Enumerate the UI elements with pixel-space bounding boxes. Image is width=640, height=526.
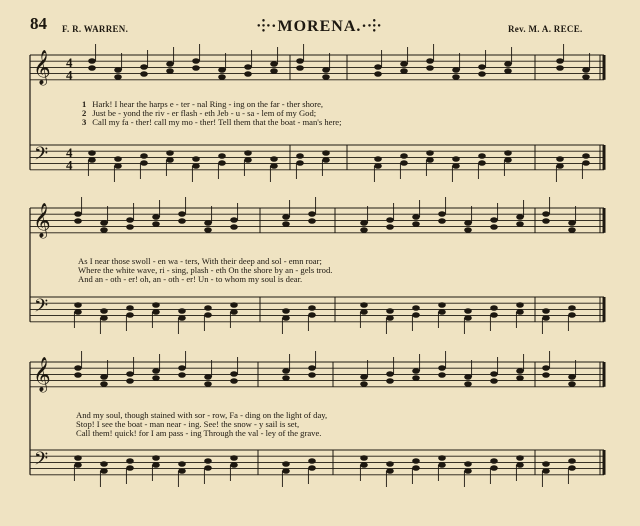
note-head xyxy=(152,221,160,227)
verse-line: And my soul, though stained with sor - row, Fa - ding on the light of day, xyxy=(76,410,328,420)
note-head xyxy=(478,71,486,77)
note-head xyxy=(270,68,278,74)
note-head xyxy=(114,156,122,162)
note-head xyxy=(386,217,394,223)
note-head xyxy=(386,461,394,467)
note-head xyxy=(542,315,550,321)
note-head xyxy=(516,462,524,468)
verse-number: 3 xyxy=(82,117,87,127)
note-head xyxy=(218,160,226,166)
note-head xyxy=(308,365,316,371)
note-head xyxy=(438,302,446,308)
note-head xyxy=(386,378,394,384)
note-head xyxy=(192,163,200,169)
note-head xyxy=(490,465,498,471)
note-head xyxy=(74,372,82,378)
note-head xyxy=(542,461,550,467)
note-head xyxy=(100,374,108,380)
note-head xyxy=(126,378,134,384)
note-head xyxy=(218,153,226,159)
note-head xyxy=(126,465,134,471)
note-head xyxy=(166,61,174,67)
note-head xyxy=(438,462,446,468)
note-head xyxy=(464,461,472,467)
note-head xyxy=(568,227,576,233)
note-head xyxy=(400,68,408,74)
note-head xyxy=(516,221,524,227)
bass-clef-icon: 𝄢 xyxy=(34,144,49,169)
note-head xyxy=(582,74,590,80)
note-head xyxy=(516,214,524,220)
note-head xyxy=(166,157,174,163)
note-head xyxy=(204,220,212,226)
bass-clef-icon: 𝄢 xyxy=(34,449,49,474)
note-head xyxy=(140,160,148,166)
verse-text: Hark! I hear the harps e - ter - nal Ring - ing on the far - ther shore, xyxy=(92,99,324,109)
note-head xyxy=(166,150,174,156)
note-head xyxy=(308,305,316,311)
note-head xyxy=(152,375,160,381)
note-head xyxy=(490,312,498,318)
note-head xyxy=(74,365,82,371)
note-head xyxy=(582,153,590,159)
note-head xyxy=(192,65,200,71)
note-head xyxy=(568,458,576,464)
note-head xyxy=(360,302,368,308)
note-head xyxy=(282,221,290,227)
note-head xyxy=(152,455,160,461)
note-head xyxy=(452,163,460,169)
note-head xyxy=(296,153,304,159)
note-head xyxy=(426,58,434,64)
note-head xyxy=(556,58,564,64)
note-head xyxy=(152,462,160,468)
note-head xyxy=(178,365,186,371)
note-head xyxy=(100,381,108,387)
note-head xyxy=(568,381,576,387)
note-head xyxy=(308,312,316,318)
note-head xyxy=(230,462,238,468)
note-head xyxy=(308,218,316,224)
bass-clef-icon: 𝄢 xyxy=(34,296,49,321)
note-head xyxy=(412,375,420,381)
note-head xyxy=(426,65,434,71)
note-head xyxy=(412,221,420,227)
note-head xyxy=(88,150,96,156)
note-head xyxy=(412,458,420,464)
note-head xyxy=(504,157,512,163)
note-head xyxy=(308,372,316,378)
note-head xyxy=(516,302,524,308)
note-head xyxy=(374,156,382,162)
verse-line: Stop! I see the boat - man near - ing. See! the snow - y sail is set, xyxy=(76,419,300,429)
note-head xyxy=(230,378,238,384)
note-head xyxy=(140,153,148,159)
note-head xyxy=(230,217,238,223)
note-head xyxy=(360,374,368,380)
note-head xyxy=(516,368,524,374)
note-head xyxy=(308,211,316,217)
note-head xyxy=(556,65,564,71)
title-text: MORENA. xyxy=(277,18,362,35)
note-head xyxy=(542,372,550,378)
note-head xyxy=(542,308,550,314)
note-head xyxy=(386,371,394,377)
note-head xyxy=(74,302,82,308)
note-head xyxy=(74,218,82,224)
note-head xyxy=(178,211,186,217)
note-head xyxy=(296,160,304,166)
note-head xyxy=(412,465,420,471)
treble-clef-icon: 𝄞 xyxy=(33,357,51,392)
note-head xyxy=(426,150,434,156)
note-head xyxy=(516,375,524,381)
time-signature-bottom: 4 xyxy=(66,67,73,83)
note-head xyxy=(74,309,82,315)
verse-number: 1 xyxy=(82,99,87,109)
composer-credit: F. R. WARREN. xyxy=(62,24,129,34)
note-head xyxy=(322,67,330,73)
note-head xyxy=(360,309,368,315)
note-head xyxy=(568,305,576,311)
note-head xyxy=(126,305,134,311)
note-head xyxy=(556,156,564,162)
note-head xyxy=(582,67,590,73)
note-head xyxy=(126,371,134,377)
note-head xyxy=(464,308,472,314)
note-head xyxy=(412,368,420,374)
note-head xyxy=(100,308,108,314)
note-head xyxy=(386,224,394,230)
note-head xyxy=(516,309,524,315)
note-head xyxy=(542,468,550,474)
note-head xyxy=(322,157,330,163)
note-head xyxy=(360,227,368,233)
note-head xyxy=(152,214,160,220)
note-head xyxy=(386,308,394,314)
note-head xyxy=(204,305,212,311)
verse-line: And an - oth - er! oh, an - oth - er! Un - to whom my soul is dear. xyxy=(78,274,303,284)
note-head xyxy=(400,153,408,159)
note-head xyxy=(282,308,290,314)
note-head xyxy=(282,375,290,381)
note-head xyxy=(438,455,446,461)
note-head xyxy=(244,150,252,156)
note-head xyxy=(100,227,108,233)
note-head xyxy=(296,65,304,71)
note-head xyxy=(204,465,212,471)
note-head xyxy=(282,368,290,374)
note-head xyxy=(360,462,368,468)
verse-number: 2 xyxy=(82,108,87,118)
time-signature-top: 4 xyxy=(66,55,73,70)
note-head xyxy=(504,61,512,67)
note-head xyxy=(178,308,186,314)
note-head xyxy=(126,224,134,230)
note-head xyxy=(308,465,316,471)
note-head xyxy=(452,67,460,73)
note-head xyxy=(152,302,160,308)
note-head xyxy=(100,315,108,321)
note-head xyxy=(490,371,498,377)
note-head xyxy=(452,74,460,80)
note-head xyxy=(88,65,96,71)
note-head xyxy=(192,58,200,64)
note-head xyxy=(282,461,290,467)
note-head xyxy=(100,220,108,226)
note-head xyxy=(464,381,472,387)
note-head xyxy=(178,468,186,474)
note-head xyxy=(140,71,148,77)
note-head xyxy=(542,211,550,217)
note-head xyxy=(166,68,174,74)
treble-clef-icon: 𝄞 xyxy=(33,203,51,238)
note-head xyxy=(556,163,564,169)
note-head xyxy=(74,211,82,217)
note-head xyxy=(426,157,434,163)
treble-clef-icon: 𝄞 xyxy=(33,50,51,85)
note-head xyxy=(308,458,316,464)
note-head xyxy=(74,462,82,468)
note-head xyxy=(178,372,186,378)
note-head xyxy=(100,461,108,467)
note-head xyxy=(230,309,238,315)
note-head xyxy=(230,371,238,377)
note-head xyxy=(400,160,408,166)
note-head xyxy=(568,312,576,318)
note-head xyxy=(152,309,160,315)
note-head xyxy=(568,465,576,471)
page-number: 84 xyxy=(30,14,47,33)
note-head xyxy=(400,61,408,67)
note-head xyxy=(490,378,498,384)
note-head xyxy=(88,157,96,163)
note-head xyxy=(374,71,382,77)
note-head xyxy=(360,220,368,226)
note-head xyxy=(478,153,486,159)
note-head xyxy=(230,224,238,230)
note-head xyxy=(386,315,394,321)
note-head xyxy=(218,74,226,80)
note-head xyxy=(452,156,460,162)
note-head xyxy=(374,64,382,70)
note-head xyxy=(204,381,212,387)
note-head xyxy=(218,67,226,73)
note-head xyxy=(140,64,148,70)
note-head xyxy=(582,160,590,166)
note-head xyxy=(270,163,278,169)
verse-line: As I near those swoll - en wa - ters, With their deep and sol - emn roar; xyxy=(78,256,322,266)
note-head xyxy=(386,468,394,474)
note-head xyxy=(490,217,498,223)
note-head xyxy=(204,374,212,380)
note-head xyxy=(464,468,472,474)
note-head xyxy=(282,315,290,321)
verse-line: Where the white wave, ri - sing, plash - eth On the shore by an - gels trod. xyxy=(78,265,333,275)
note-head xyxy=(204,312,212,318)
note-head xyxy=(438,309,446,315)
note-head xyxy=(244,71,252,77)
note-head xyxy=(438,218,446,224)
note-head xyxy=(204,458,212,464)
note-head xyxy=(464,227,472,233)
note-head xyxy=(322,150,330,156)
note-head xyxy=(374,163,382,169)
note-head xyxy=(360,455,368,461)
note-head xyxy=(74,455,82,461)
note-head xyxy=(412,214,420,220)
note-head xyxy=(478,64,486,70)
note-head xyxy=(244,64,252,70)
verse-text: Call my fa - ther! call my mo - ther! Tell them that the boat - man's here; xyxy=(92,117,342,127)
note-head xyxy=(490,458,498,464)
note-head xyxy=(114,163,122,169)
note-head xyxy=(178,315,186,321)
note-head xyxy=(244,157,252,163)
note-head xyxy=(464,220,472,226)
note-head xyxy=(412,312,420,318)
verse-line xyxy=(82,118,342,127)
note-head xyxy=(464,374,472,380)
note-head xyxy=(126,458,134,464)
note-head xyxy=(178,218,186,224)
note-head xyxy=(568,374,576,380)
verse-line: Call them! quick! for I am pass - ing Through the val - ley of the grave. xyxy=(76,428,322,438)
note-head xyxy=(464,315,472,321)
note-head xyxy=(360,381,368,387)
note-head xyxy=(478,160,486,166)
note-head xyxy=(270,156,278,162)
note-head xyxy=(504,68,512,74)
note-head xyxy=(490,305,498,311)
note-head xyxy=(152,368,160,374)
note-head xyxy=(516,455,524,461)
note-head xyxy=(504,150,512,156)
note-head xyxy=(412,305,420,311)
note-head xyxy=(296,58,304,64)
note-head xyxy=(438,365,446,371)
title-ornament-right: ·⸭ xyxy=(361,18,382,35)
note-head xyxy=(438,372,446,378)
note-head xyxy=(178,461,186,467)
note-head xyxy=(282,468,290,474)
hymn-title xyxy=(257,14,382,36)
note-head xyxy=(126,312,134,318)
note-head xyxy=(100,468,108,474)
time-signature-bottom: 4 xyxy=(66,157,73,173)
note-head xyxy=(490,224,498,230)
note-head xyxy=(542,365,550,371)
note-head xyxy=(438,211,446,217)
verse-text: Just be - yond the riv - er flash - eth Jeb - u - sa - lem of my God; xyxy=(92,108,317,118)
note-head xyxy=(114,67,122,73)
note-head xyxy=(542,218,550,224)
note-head xyxy=(270,61,278,67)
note-head xyxy=(282,214,290,220)
note-head xyxy=(88,58,96,64)
note-head xyxy=(322,74,330,80)
note-head xyxy=(204,227,212,233)
lyricist-credit: Rev. M. A. RECE. xyxy=(508,24,583,34)
note-head xyxy=(568,220,576,226)
time-signature-top: 4 xyxy=(66,145,73,160)
title-ornament-left: ⸭· xyxy=(257,18,278,35)
note-head xyxy=(126,217,134,223)
note-head xyxy=(114,74,122,80)
note-head xyxy=(230,302,238,308)
note-head xyxy=(192,156,200,162)
note-head xyxy=(230,455,238,461)
